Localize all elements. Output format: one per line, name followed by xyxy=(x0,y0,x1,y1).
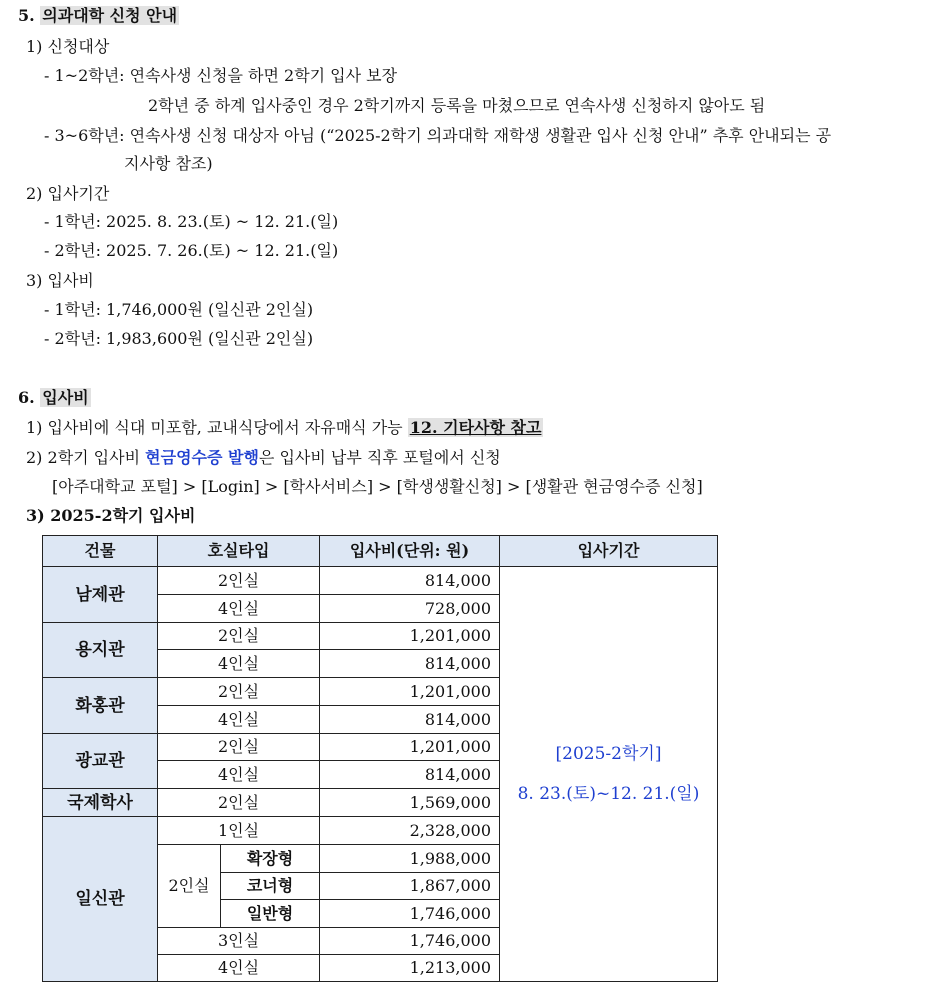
room-type-cell: 4인실 xyxy=(157,954,320,982)
fee-cell: 1,569,000 xyxy=(319,788,500,817)
fee-cell: 1,201,000 xyxy=(319,733,500,761)
fee-cell: 814,000 xyxy=(319,705,500,734)
section-5-title: 의과대학 신청 안내 xyxy=(42,6,178,25)
room-type-cell: 4인실 xyxy=(157,760,320,789)
room-type-cell: 2인실 xyxy=(157,677,320,706)
fee-cell: 814,000 xyxy=(319,649,500,678)
period-cell xyxy=(499,566,718,982)
building-cell: 용지관 xyxy=(42,622,158,678)
fee-cell: 2,328,000 xyxy=(319,816,500,845)
room-type-cell: 2인실 xyxy=(157,622,320,650)
fee-cell: 1,213,000 xyxy=(319,954,500,982)
fee-table xyxy=(42,535,718,982)
s5-sub2-line2: - 2학년: 2025. 7. 26.(토) ~ 12. 21.(일) xyxy=(44,241,339,260)
s5-sub2-line1: - 1학년: 2025. 8. 23.(토) ~ 12. 21.(일) xyxy=(44,212,339,231)
period-dates: 8. 23.(토)~12. 21.(일) xyxy=(517,784,700,804)
room-type-cell: 2인실 xyxy=(157,733,320,761)
room-type-cell: 4인실 xyxy=(157,594,320,623)
building-cell: 일신관 xyxy=(42,816,158,982)
period-semester: [2025-2학기] xyxy=(555,744,662,764)
section-5-heading xyxy=(18,5,179,27)
s6-item2-suffix: 은 입사비 납부 직후 포털에서 신청 xyxy=(258,448,501,467)
building-cell: 화홍관 xyxy=(42,677,158,734)
fee-cell: 1,201,000 xyxy=(319,677,500,706)
s5-sub3-line1: - 1학년: 1,746,000원 (일신관 2인실) xyxy=(44,300,314,319)
s6-item1 xyxy=(26,417,543,439)
section-5-number: 5. xyxy=(18,6,35,25)
s5-sub3-line2: - 2학년: 1,983,600원 (일신관 2인실) xyxy=(44,329,314,348)
s5-sub3-heading: 3) 입사비 xyxy=(26,271,94,290)
s6-item2 xyxy=(26,447,501,469)
table-header: 입사비(단위: 원) xyxy=(319,535,500,567)
building-cell: 국제학사 xyxy=(42,788,158,817)
fee-cell: 1,201,000 xyxy=(319,622,500,650)
room-type-cell: 2인실 xyxy=(157,566,320,595)
section-6-title: 입사비 xyxy=(42,388,89,407)
table-header: 입사기간 xyxy=(499,535,718,567)
table-header: 건물 xyxy=(42,535,158,567)
s6-item3-heading: 3) 2025-2학기 입사비 xyxy=(26,506,196,525)
room-type-cell: 1인실 xyxy=(157,816,320,845)
room-subtype-cell: 코너형 xyxy=(220,872,320,900)
fee-cell: 814,000 xyxy=(319,760,500,789)
s6-item1-ref: 12. 기타사항 참고 xyxy=(409,418,542,437)
fee-cell: 1,746,000 xyxy=(319,899,500,928)
s5-sub1-heading: 1) 신청대상 xyxy=(26,37,110,56)
fee-cell: 814,000 xyxy=(319,566,500,595)
s5-sub1-line2: - 3~6학년: 연속사생 신청 대상자 아님 (“2025-2학기 의과대학 재학생 생활관 입사 신청 안내” 추후 안내되는 공 xyxy=(44,126,832,145)
s5-sub1-line2-cont: 지사항 참조) xyxy=(124,154,213,173)
room-subtype-cell: 일반형 xyxy=(220,899,320,928)
fee-cell: 728,000 xyxy=(319,594,500,623)
section-6-number: 6. xyxy=(18,388,35,407)
fee-cell: 1,867,000 xyxy=(319,872,500,900)
s6-item2-highlight: 현금영수증 발행 xyxy=(145,448,259,467)
room-type-cell: 4인실 xyxy=(157,649,320,678)
s5-sub1-line1-cont: 2학년 중 하계 입사중인 경우 2학기까지 등록을 마쳤으므로 연속사생 신청하지 않아도 됨 xyxy=(148,96,766,115)
room-type-cell: 2인실 xyxy=(157,844,221,928)
room-type-cell: 4인실 xyxy=(157,705,320,734)
room-type-cell: 2인실 xyxy=(157,788,320,817)
s6-item2-prefix: 2) 2학기 입사비 xyxy=(26,448,141,467)
s5-sub1-line1: - 1~2학년: 연속사생 신청을 하면 2학기 입사 보장 xyxy=(44,66,398,85)
s6-item1-text: 1) 입사비에 식대 미포함, 교내식당에서 자유매식 가능 xyxy=(26,418,403,437)
building-cell: 광교관 xyxy=(42,733,158,789)
s6-item2-path: [아주대학교 포털] > [Login] > [학사서비스] > [학생생활신청] > [생활관 현금영수증 신청] xyxy=(52,477,703,496)
fee-cell: 1,988,000 xyxy=(319,844,500,873)
section-6-heading xyxy=(18,387,91,409)
room-type-cell: 3인실 xyxy=(157,927,320,955)
fee-cell: 1,746,000 xyxy=(319,927,500,955)
s5-sub2-heading: 2) 입사기간 xyxy=(26,184,110,203)
table-header: 호실타입 xyxy=(157,535,320,567)
room-subtype-cell: 확장형 xyxy=(220,844,320,873)
building-cell: 남제관 xyxy=(42,566,158,623)
